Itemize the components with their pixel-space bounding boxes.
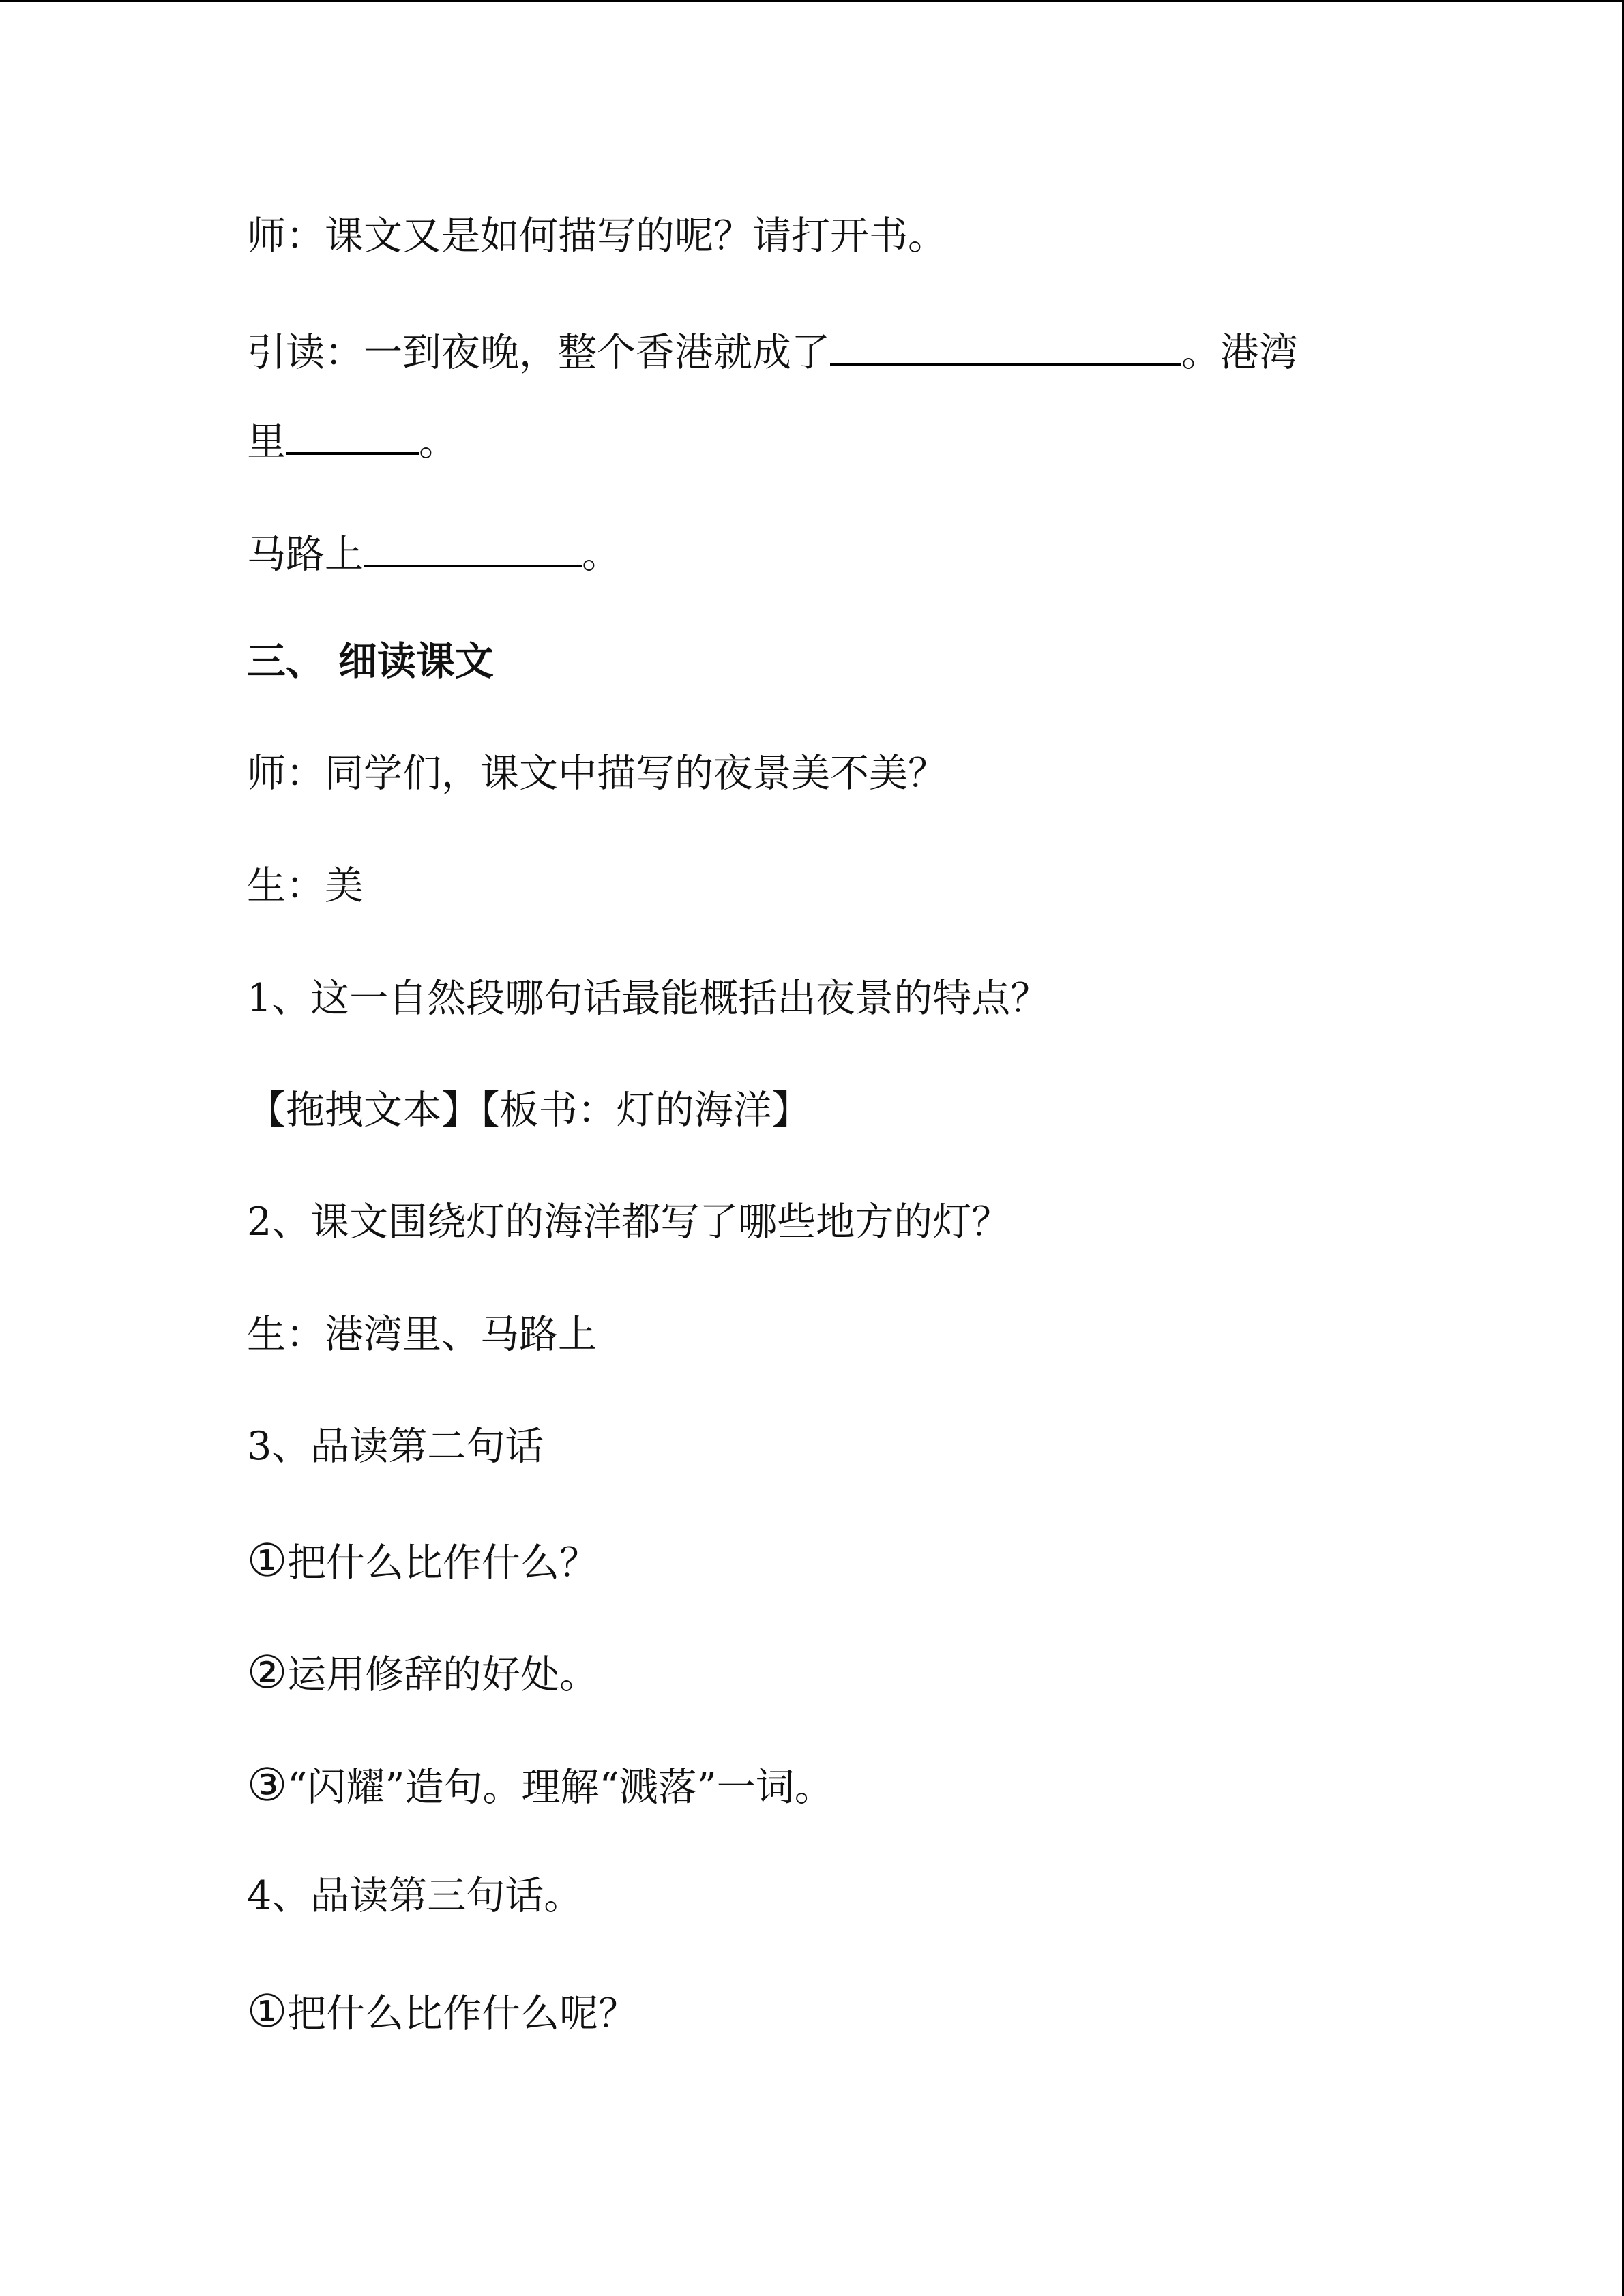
text: 生：美: [247, 863, 364, 908]
text: 。港湾: [1181, 330, 1298, 375]
text: 【拖拽文本】【板书：灯的海洋】: [247, 1088, 811, 1133]
student-line-1: [247, 863, 364, 908]
circled-number: ①: [247, 1985, 288, 2038]
text: 。: [582, 532, 621, 577]
text: 2、课文围绕灯的海洋都写了哪些地方的灯？: [247, 1199, 1011, 1244]
text: 4、品读第三句话。: [247, 1873, 583, 1918]
question-3: [247, 1424, 544, 1469]
text: 师：课文又是如何描写的呢？请打开书。: [247, 213, 947, 258]
student-line-2: [247, 1312, 597, 1357]
heading-text: 三、 细读课文: [247, 639, 494, 684]
road-line: [247, 531, 621, 577]
text: “闪耀”造句。理解“溅落”一词。: [287, 1765, 833, 1810]
fill-blank-2[interactable]: [286, 418, 419, 455]
text: 引读：一到夜晚，整个香港就成了: [247, 330, 830, 375]
fill-blank-3[interactable]: [364, 531, 582, 567]
question-4: [247, 1873, 583, 1918]
sub-item-2: [247, 1646, 599, 1699]
text: 里: [247, 419, 286, 464]
top-border: [0, 0, 1624, 2]
section-heading: [247, 639, 494, 684]
circled-number: ③: [247, 1759, 288, 1811]
text: 3、品读第二句话: [247, 1424, 544, 1469]
harbor-line: [247, 418, 458, 462]
teacher-line-2: [247, 751, 947, 796]
board-note: [247, 1088, 811, 1133]
sub-item-3: [247, 1759, 833, 1811]
text: 师：同学们，课文中描写的夜景美不美？: [247, 751, 947, 796]
question-1: [247, 976, 1050, 1021]
teacher-line-1: [247, 213, 947, 258]
text: 1、这一自然段哪句话最能概括出夜景的特点？: [247, 976, 1050, 1021]
text: 生：港湾里、马路上: [247, 1312, 597, 1357]
circled-number: ②: [247, 1646, 288, 1699]
text: 。: [419, 419, 458, 464]
sub-item-1: [247, 1534, 599, 1587]
question-2: [247, 1199, 1011, 1244]
fill-blank-1[interactable]: [830, 329, 1181, 366]
circled-number: ①: [247, 1534, 288, 1587]
guided-reading-line: [247, 329, 1298, 375]
sub-item-4: [247, 1985, 638, 2038]
text: 把什么比作什么呢？: [287, 1991, 638, 2036]
text: 马路上: [247, 532, 364, 577]
text: 把什么比作什么？: [287, 1540, 599, 1585]
text: 运用修辞的好处。: [287, 1652, 599, 1697]
